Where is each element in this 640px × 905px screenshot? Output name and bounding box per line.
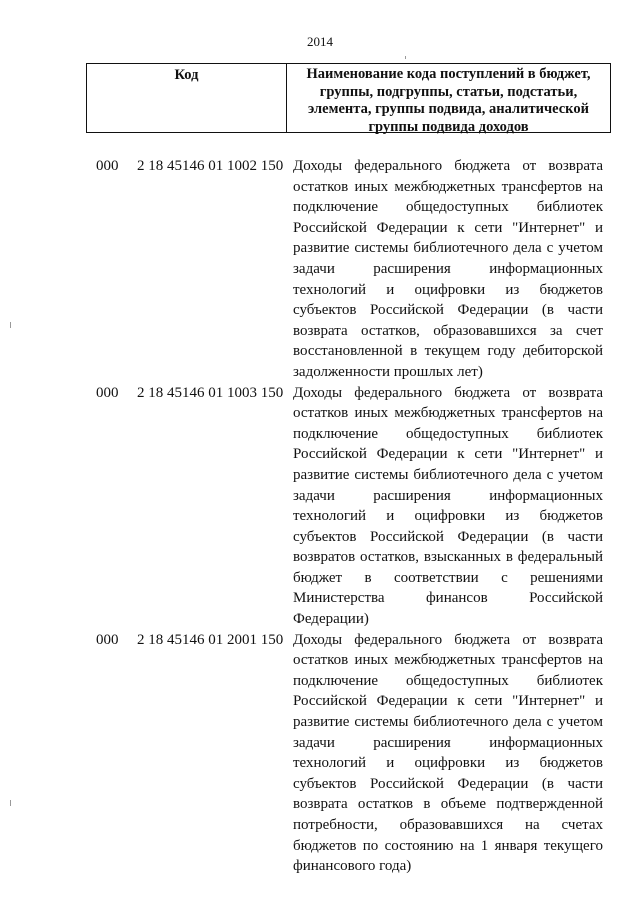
entry-row [0, 156, 640, 383]
scan-mark [10, 322, 11, 328]
scan-mark [10, 800, 11, 806]
entry-description: Доходы федерального бюджета от возврата остатков иных межбюджетных трансфертов на подключение общедоступных библиотек Российской Федерации к сети "Интернет" и развитие системы библиотечного дела с учетом задачи расширения информационных технологий и оцифровки из бюджетов субъектов Российской Федерации (в части возврата остатков в объеме подтвержденной потребности, образовавшихся на счетах бюджетов по состоянию на 1 января текущего финансового года) [293, 631, 603, 875]
entries-list [0, 156, 640, 877]
entry-admin-code: 000 [96, 158, 119, 174]
table-header [86, 63, 611, 133]
header-name-column: Наименование кода поступлений в бюджет, группы, подгруппы, статьи, подстатьи, элемента, группы подвида, аналитической группы подвида доходов [306, 66, 591, 135]
header-code-column: Код [87, 64, 287, 132]
entry-admin-code: 000 [96, 384, 119, 401]
entry-admin-code: 000 [96, 631, 119, 648]
entry-description: Доходы федерального бюджета от возврата остатков иных межбюджетных трансфертов на подключение общедоступных библиотек Российской Федерации к сети "Интернет" и развитие системы библиотечного дела с учетом задачи расширения информационных технологий и оцифровки из бюджетов субъектов Российской Федерации (в части возврата остатков, образовавшихся за счет восстановленной в текущем году дебиторской задолженности прошлых лет) [293, 158, 603, 380]
page-number: 2014 [307, 34, 333, 49]
entry-revenue-code: 2 18 45146 01 1002 150 [137, 158, 284, 174]
entry-row [0, 383, 640, 630]
entry-revenue-code: 2 18 45146 01 2001 150 [137, 631, 284, 648]
entry-description: Доходы федерального бюджета от возврата остатков иных межбюджетных трансфертов на подключение общедоступных библиотек Российской Федерации к сети "Интернет" и развитие системы библиотечного дела с учетом задачи расширения информационных технологий и оцифровки из бюджетов субъектов Российской Федерации (в части возвратов остатков, взысканных в федеральный бюджет в соответствии с решениями Министерства финансов Российской Федерации) [293, 384, 603, 628]
scan-mark [405, 56, 406, 59]
entry-revenue-code: 2 18 45146 01 1003 150 [137, 384, 284, 401]
entry-row [0, 630, 640, 877]
